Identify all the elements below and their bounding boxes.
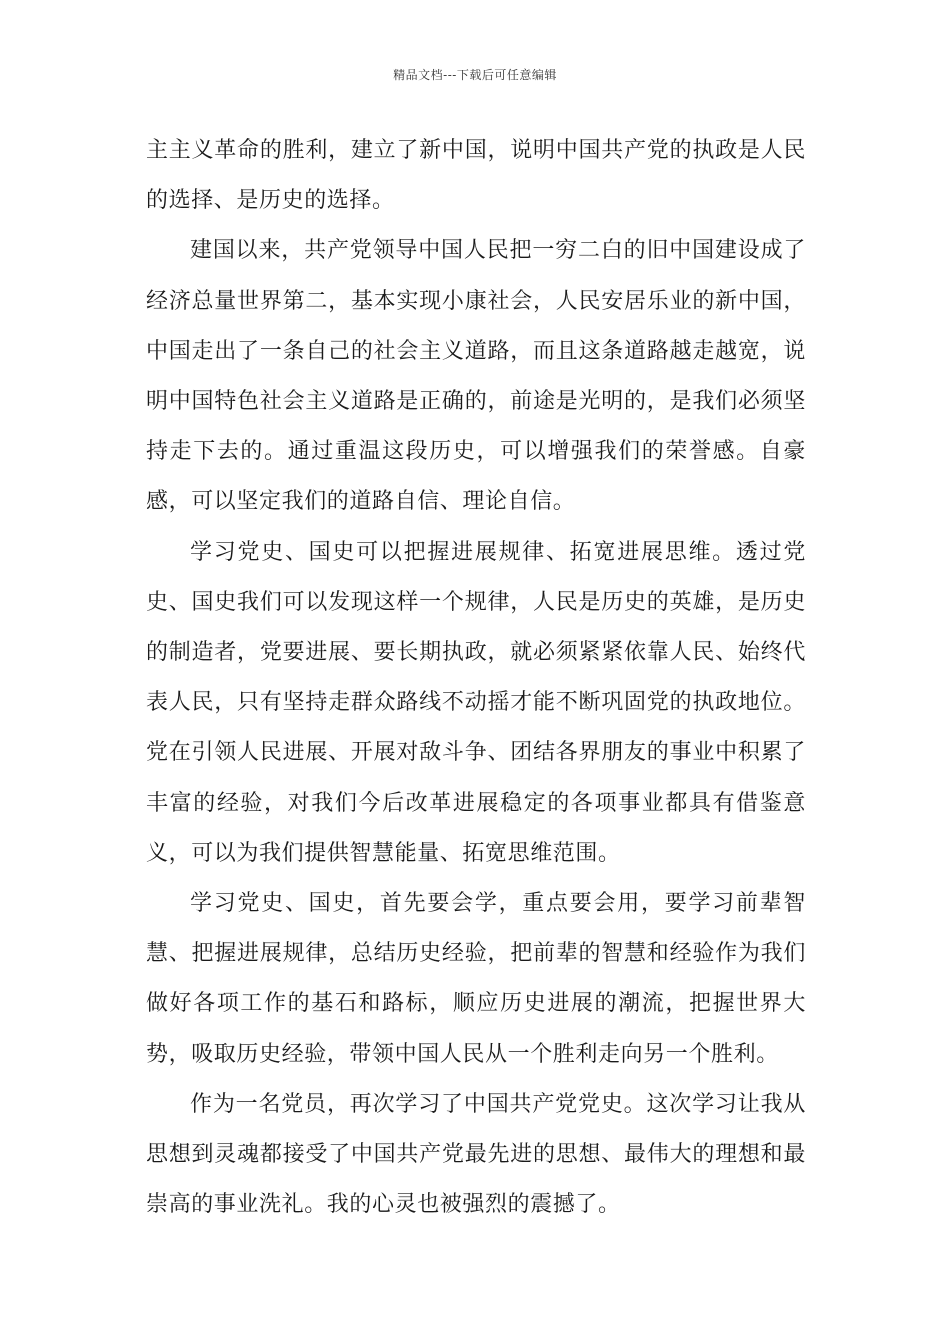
paragraph-2: 建国以来，共产党领导中国人民把一穷二白的旧中国建设成了经济总量世界第二，基本实现小康社会，人民安居乐业的新中国，中国走出了一条自己的社会主义道路，而且这条道路越走越宽，说明中国特色社会主义道路是正确的，前途是光明的，是我们必须坚持走下去的。通过重温这段历史，可以增强我们的荣誉感。自豪感，可以坚定我们的道路自信、理论自信。: [146, 238, 806, 515]
paragraph-1: 主主义革命的胜利，建立了新中国，说明中国共产党的执政是人民的选择、是历史的选择。: [146, 138, 806, 214]
document-body: [146, 126, 806, 1230]
paragraph-4: 学习党史、国史，首先要会学，重点要会用，要学习前辈智慧、把握进展规律，总结历史经验，把前辈的智慧和经验作为我们做好各项工作的基石和路标，顺应历史进展的潮流，把握世界大势，吸取历史经验，带领中国人民从一个胜利走向另一个胜利。: [146, 891, 806, 1067]
paragraph-5: 作为一名党员，再次学习了中国共产党党史。这次学习让我从思想到灵魂都接受了中国共产党最先进的思想、最伟大的理想和最崇高的事业洗礼。我的心灵也被强烈的震撼了。: [146, 1091, 806, 1218]
running-header: 精品文档---下载后可任意编辑: [393, 68, 557, 82]
paragraph-3: 学习党史、国史可以把握进展规律、拓宽进展思维。透过党史、国史我们可以发现这样一个规律，人民是历史的英雄，是历史的制造者，党要进展、要长期执政，就必须紧紧依靠人民、始终代表人民，只有坚持走群众路线不动摇才能不断巩固党的执政地位。党在引领人民进展、开展对敌斗争、团结各界朋友的事业中积累了丰富的经验，对我们今后改革进展稳定的各项事业都具有借鉴意义，可以为我们提供智慧能量、拓宽思维范围。: [146, 539, 806, 866]
